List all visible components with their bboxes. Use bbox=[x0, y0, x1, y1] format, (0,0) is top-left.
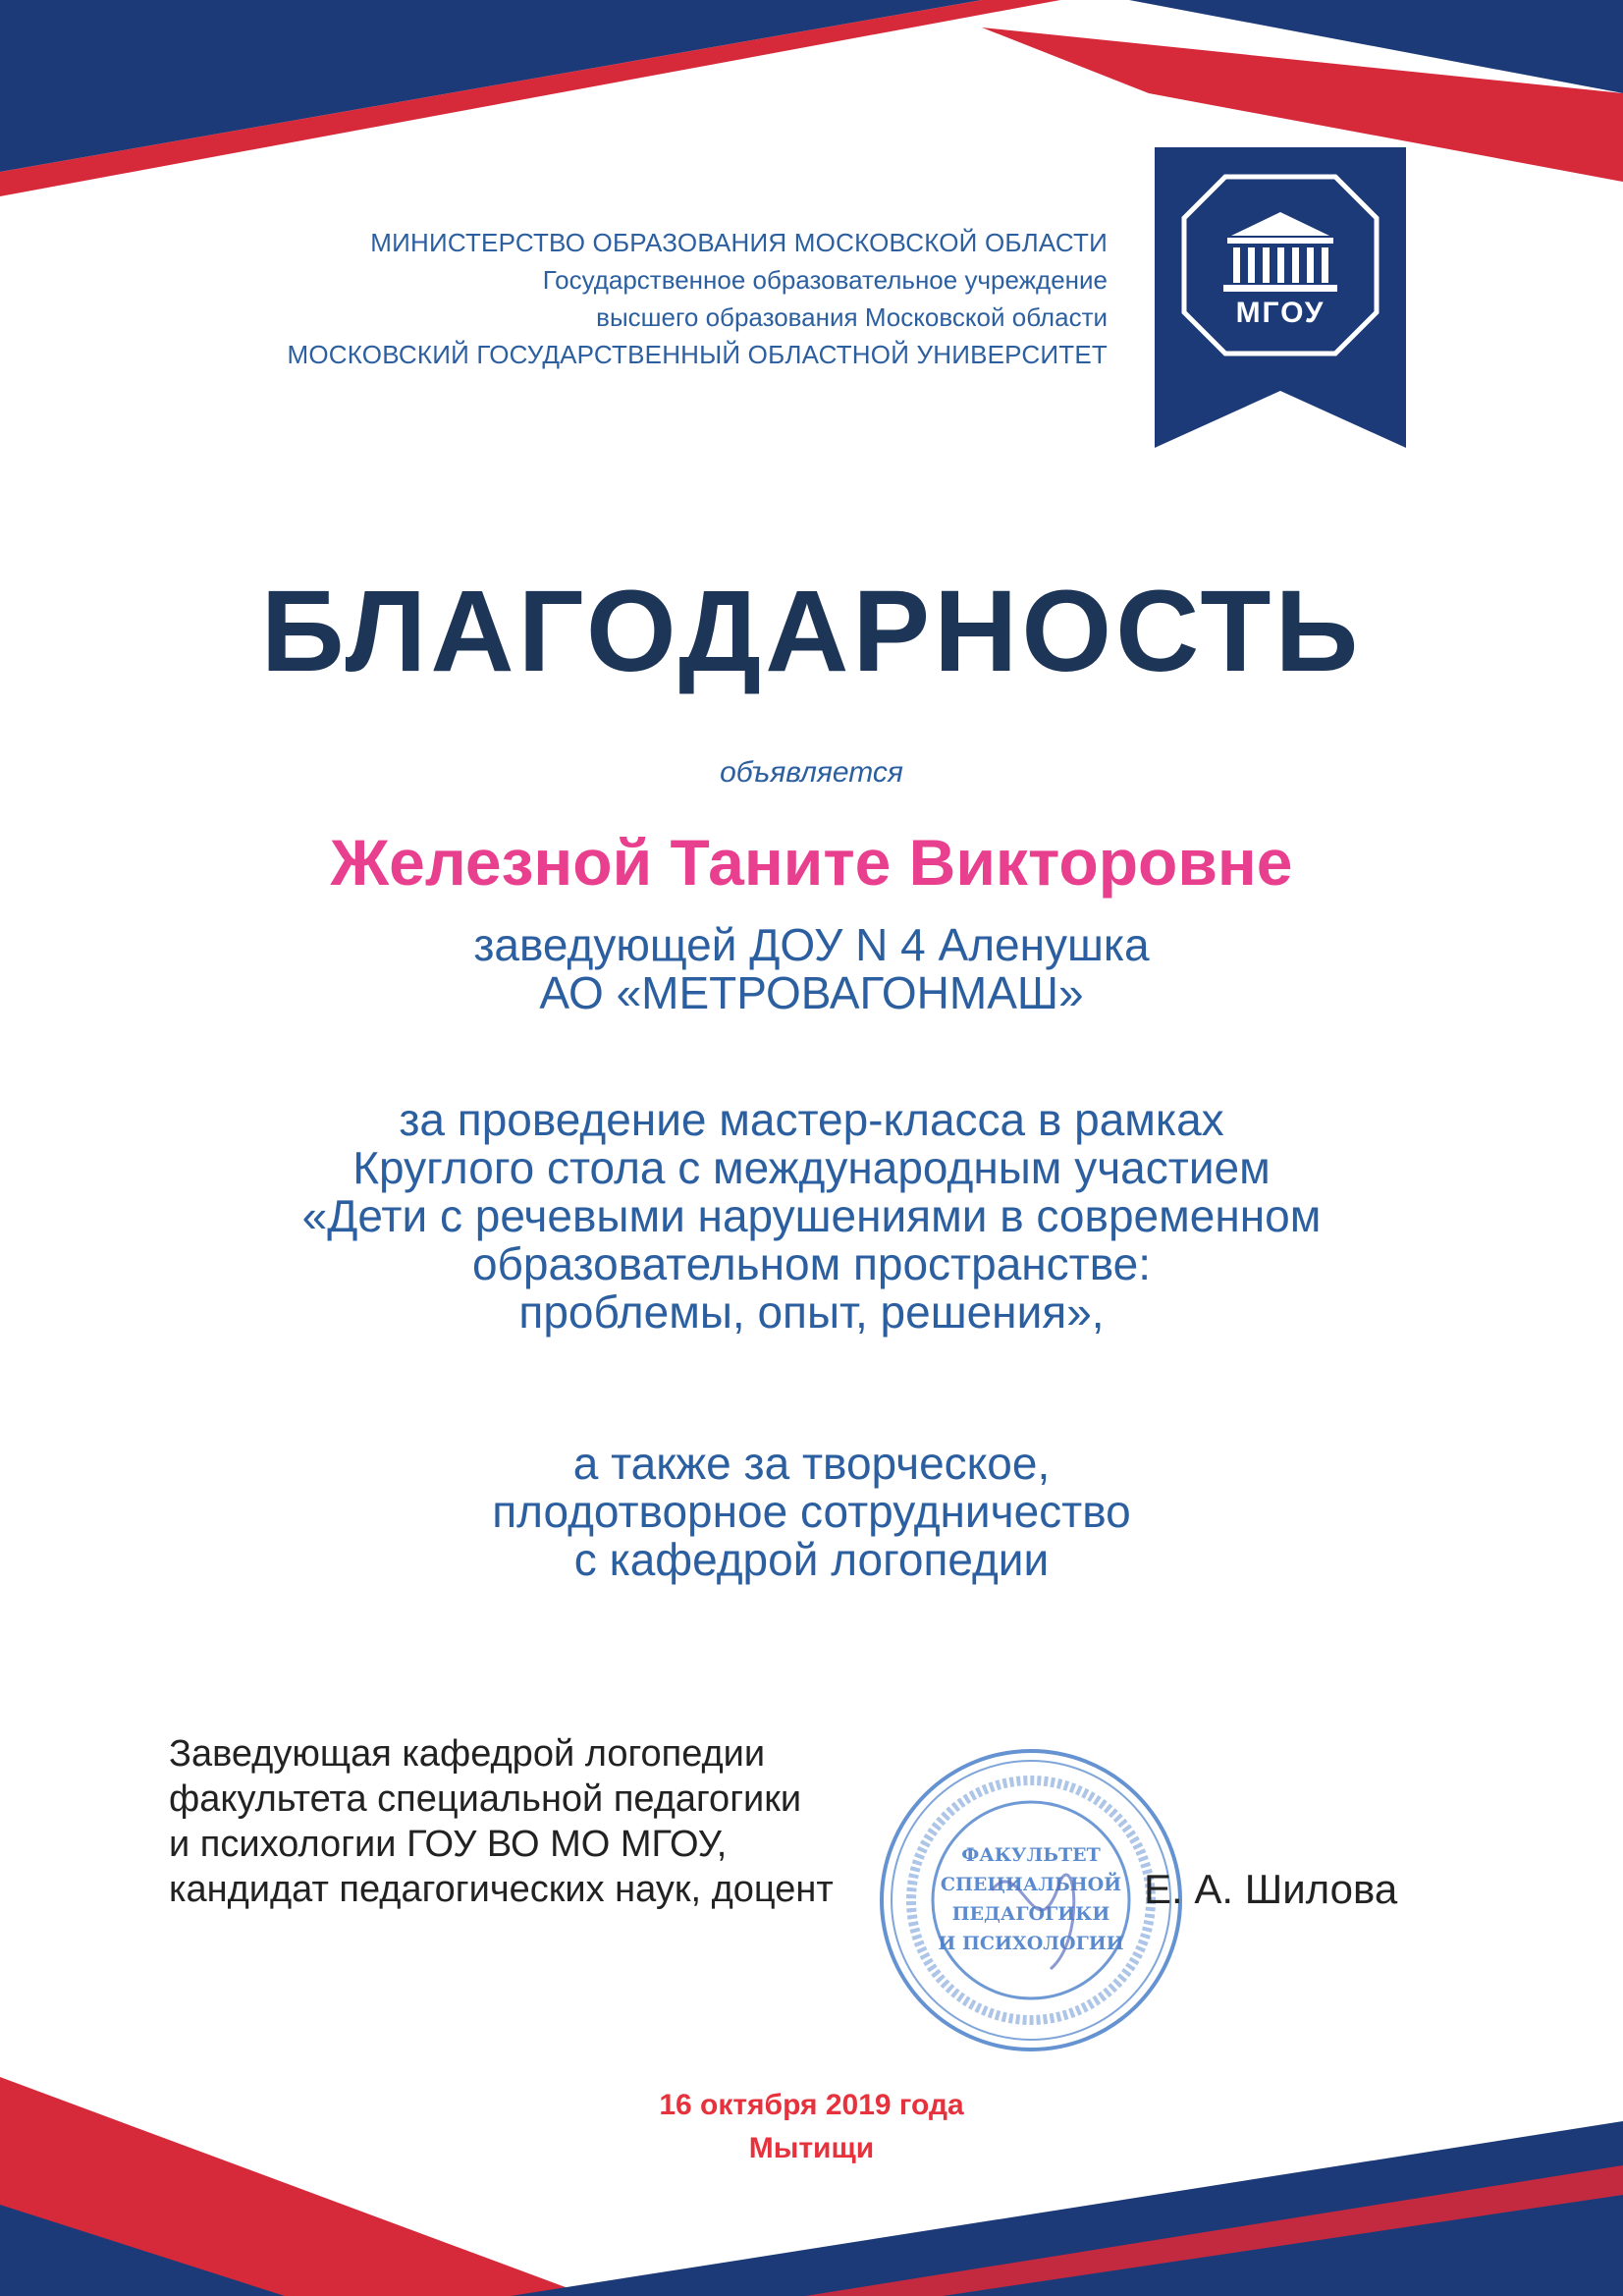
stamp-line: ФАКУЛЬТЕТ bbox=[961, 1844, 1101, 1866]
issue-footer bbox=[0, 2084, 1623, 2170]
reason-block bbox=[0, 1096, 1623, 1337]
university-name-line: МОСКОВСКИЙ ГОСУДАРСТВЕННЫЙ ОБЛАСТНОЙ УНИВЕРСИТЕТ bbox=[287, 340, 1108, 369]
also-line: плодотворное сотрудничество bbox=[492, 1486, 1131, 1537]
announce-text: объявляется bbox=[720, 756, 903, 789]
reason-line: Круглого стола с международным участием bbox=[352, 1142, 1271, 1193]
reason-line: «Дети с речевыми нарушениями в современном bbox=[301, 1190, 1322, 1241]
signer-name: Е. А. Шилова bbox=[1144, 1866, 1398, 1912]
logo-text: МГОУ bbox=[1235, 297, 1325, 329]
organization-line: АО «МЕТРОВАГОНМАШ» bbox=[539, 967, 1084, 1018]
issue-city: Мытищи bbox=[748, 2132, 875, 2164]
reason-line: образовательном пространстве: bbox=[471, 1238, 1152, 1289]
issue-date: 16 октября 2019 года bbox=[659, 2089, 964, 2121]
stamp-line: ПЕДАГОГИКИ bbox=[951, 1903, 1110, 1925]
stamp-line: И ПСИХОЛОГИИ bbox=[938, 1933, 1124, 1954]
document-title: БЛАГОДАРНОСТЬ bbox=[260, 567, 1363, 696]
also-line: с кафедрой логопедии bbox=[573, 1534, 1050, 1585]
signatory-title bbox=[169, 1731, 834, 1912]
signatory-line: Заведующая кафедрой логопедии bbox=[169, 1733, 766, 1775]
recipient-position bbox=[0, 921, 1623, 1017]
institution-header bbox=[287, 224, 1108, 373]
ministry-line: МИНИСТЕРСТВО ОБРАЗОВАНИЯ МОСКОВСКОЙ ОБЛАСТИ bbox=[370, 228, 1108, 257]
stamp-line: СПЕЦИАЛЬНОЙ bbox=[940, 1874, 1122, 1895]
institution-level-line: высшего образования Московской области bbox=[596, 302, 1108, 332]
also-line: а также за творческое, bbox=[572, 1438, 1051, 1489]
faculty-stamp bbox=[874, 1743, 1188, 2057]
signatory-line: кандидат педагогических наук, доцент bbox=[169, 1869, 834, 1910]
also-block bbox=[0, 1440, 1623, 1584]
signatory-line: и психологии ГОУ ВО МО МГОУ, bbox=[169, 1824, 728, 1865]
institution-type-line: Государственное образовательное учреждение bbox=[542, 265, 1108, 295]
university-logo bbox=[1155, 147, 1406, 448]
signatory-line: факультета специальной педагогики bbox=[169, 1778, 802, 1820]
reason-line: проблемы, опыт, решения», bbox=[518, 1286, 1105, 1338]
recipient-name: Железной Таните Викторовне bbox=[330, 826, 1293, 899]
position-line: заведующей ДОУ N 4 Аленушка bbox=[473, 919, 1150, 970]
reason-line: за проведение мастер-класса в рамках bbox=[399, 1094, 1224, 1145]
